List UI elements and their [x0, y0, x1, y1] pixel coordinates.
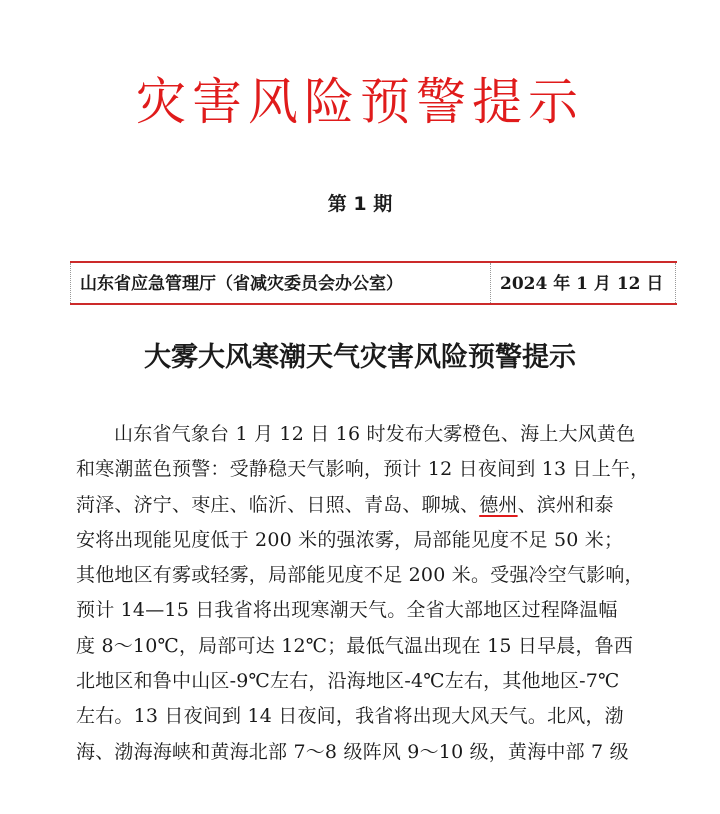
- issuing-organization: 山东省应急管理厅（省减灾委员会办公室）: [80, 274, 403, 294]
- body-paragraph: [76, 417, 686, 770]
- body-line: 北地区和鲁中山区-9℃左右，沿海地区-4℃左右，其他地区-7℃: [76, 670, 620, 693]
- body-line: [76, 488, 686, 523]
- body-line-segment: 菏泽、济宁、枣庄、临沂、日照、青岛、聊城、: [76, 493, 480, 516]
- document-title: 灾害风险预警提示: [136, 73, 584, 131]
- info-bar-right-rule: [675, 263, 677, 303]
- body-line: 山东省气象台 1 月 12 日 16 时发布大雾橙色、海上大风黄色: [114, 423, 636, 445]
- info-bar-left-rule: [70, 263, 72, 303]
- info-bar-mid-rule: [490, 263, 492, 303]
- body-line-segment: 、滨州和泰: [517, 493, 614, 516]
- body-line: 左右。13 日夜间到 14 日夜间，我省将出现大风天气。北风，渤: [76, 705, 624, 728]
- info-bar: [70, 261, 677, 305]
- issue-number: 第 1 期: [327, 193, 393, 215]
- body-line: 度 8～10℃，局部可达 12℃；最低气温出现在 15 日早晨，鲁西: [76, 634, 634, 657]
- document-subtitle: 大雾大风寒潮天气灾害风险预警提示: [144, 342, 576, 373]
- issue-date: 2024 年 1 月 12 日: [500, 274, 664, 294]
- body-line: 安将出现能见度低于 200 米的强浓雾，局部能见度不足 50 米；: [76, 528, 624, 551]
- body-line: 海、渤海海峡和黄海北部 7～8 级阵风 9～10 级，黄海中部 7 级: [76, 740, 629, 763]
- underlined-place-dezhou: 德州: [479, 493, 518, 516]
- body-line: 预计 14—15 日我省将出现寒潮天气。全省大部地区过程降温幅: [76, 599, 618, 622]
- body-line: 和寒潮蓝色预警：受静稳天气影响，预计 12 日夜间到 13 日上午，: [76, 458, 650, 481]
- body-line: 其他地区有雾或轻雾，局部能见度不足 200 米。受强冷空气影响，: [76, 564, 644, 587]
